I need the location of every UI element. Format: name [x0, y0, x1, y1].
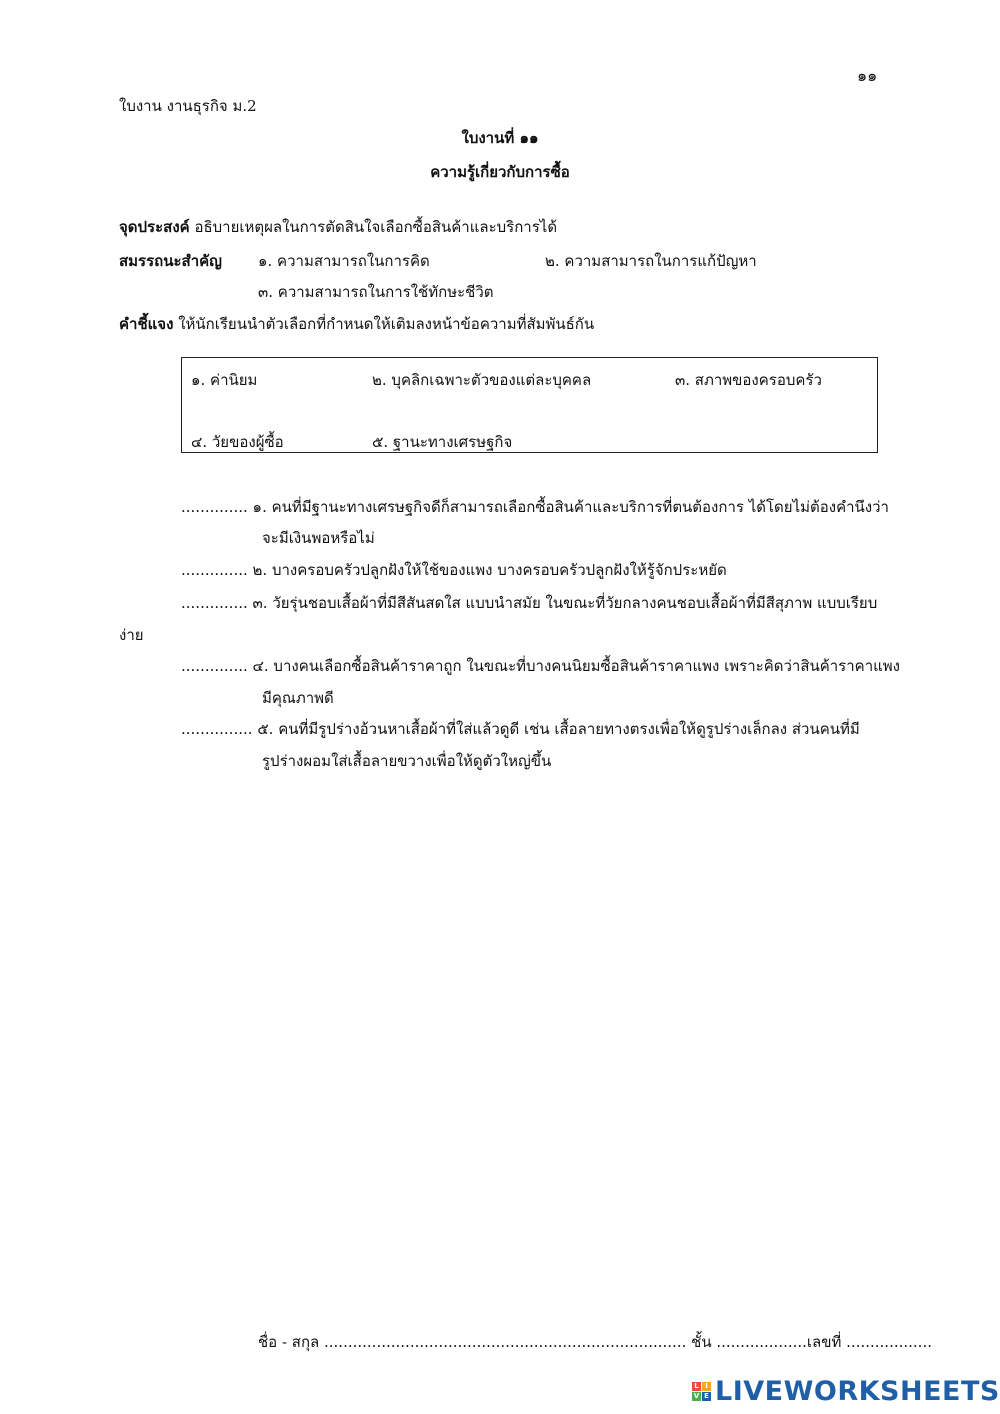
logo-square-e: E	[702, 1392, 711, 1401]
choice-3: ๓. สภาพของครอบครัว	[675, 371, 822, 389]
logo-square-v: V	[693, 1392, 700, 1400]
choice-1: ๑. ค่านิยม	[191, 371, 258, 389]
competency-label: สมรรถนะสำคัญ	[119, 252, 222, 270]
instruction-text: ให้นักเรียนนำตัวเลือกที่กำหนดให้เติมลงหน้าข้อความที่สัมพันธ์กัน	[178, 315, 595, 333]
liveworksheets-logo	[692, 1376, 1000, 1407]
question-2	[181, 558, 727, 582]
page-number: ๑๑	[857, 66, 878, 85]
liveworksheets-logo-text: LIVEWORKSHEETS	[715, 1376, 1000, 1407]
choice-2: ๒. บุคลิกเฉพาะตัวของแต่ละบุคคล	[372, 371, 592, 389]
instruction-label: คำชี้แจง	[119, 315, 174, 333]
competency-item-2: ๒. ความสามารถในการแก้ปัญหา	[545, 252, 757, 270]
choice-5: ๕. ฐานะทางเศรษฐกิจ	[372, 433, 513, 451]
worksheet-subtitle: ความรู้เกี่ยวกับการซื้อ	[430, 163, 570, 181]
objective	[119, 220, 557, 235]
question-1	[181, 495, 889, 519]
answer-blank-4[interactable]: ..............	[181, 657, 248, 675]
question-3	[181, 591, 877, 615]
question-5-line1: ๕. คนที่มีรูปร่างอ้วนหาเสื้อผ้าที่ใส่แล้วดูดี เช่น เสื้อลายทางตรงเพื่อให้ดูรูปร่างเล็กลง ส่วนคนที่มี	[257, 720, 860, 738]
question-3-line1: ๓. วัยรุ่นชอบเสื้อผ้าที่มีสีสันสดใส แบบนำสมัย ในขณะที่วัยกลางคนชอบเสื้อผ้าที่มีสีสุภาพ แบบเรียบ	[252, 594, 878, 612]
objective-label: จุดประสงค์	[119, 218, 190, 236]
liveworksheets-logo-icon	[692, 1382, 711, 1401]
objective-text: อธิบายเหตุผลในการตัดสินใจเลือกซื้อสินค้าและบริการได้	[194, 218, 558, 236]
question-2-line1: ๒. บางครอบครัวปลูกฝังให้ใช้ของแพง บางครอบครัวปลูกฝังให้รู้จักประหยัด	[252, 561, 727, 579]
subject-header: ใบงาน งานธุรกิจ ม.2	[119, 97, 257, 115]
choice-4: ๔. วัยของผู้ซื้อ	[191, 433, 284, 451]
answer-blank-1[interactable]: ..............	[181, 498, 248, 516]
choices-box	[181, 357, 878, 453]
question-1-line1: ๑. คนที่มีฐานะทางเศรษฐกิจดีก็สามารถเลือกซื้อสินค้าและบริการที่ตนต้องการ ได้โดยไม่ต้องคำนึงว่า	[252, 498, 889, 516]
logo-square-l: L	[692, 1382, 701, 1391]
question-4-line1: ๔. บางคนเลือกซื้อสินค้าราคาถูก ในขณะที่บางคนนิยมซื้อสินค้าราคาแพง เพราะคิดว่าสินค้าราคาแพง	[252, 657, 901, 675]
question-5	[181, 717, 860, 741]
logo-square-i: I	[702, 1382, 711, 1391]
answer-blank-3[interactable]: ..............	[181, 594, 248, 612]
instruction	[119, 317, 594, 332]
student-info-line: ชื่อ - สกุล ............................................................................ ชั้น ...................เลขที่ ..................	[258, 1333, 932, 1351]
question-5-line2: รูปร่างผอมใส่เสื้อลายขวางเพื่อให้ดูตัวใหญ่ขึ้น	[262, 752, 552, 770]
worksheet-title: ใบงานที่ ๑๑	[461, 129, 539, 147]
competency-item-1: ๑. ความสามารถในการคิด	[258, 252, 430, 270]
question-3-line2: ง่าย	[119, 626, 144, 644]
competency-item-3: ๓. ความสามารถในการใช้ทักษะชีวิต	[258, 283, 494, 301]
answer-blank-5[interactable]: ...............	[181, 720, 253, 738]
question-4-line2: มีคุณภาพดี	[262, 689, 334, 707]
answer-blank-2[interactable]: ..............	[181, 561, 248, 579]
question-1-line2: จะมีเงินพอหรือไม่	[262, 529, 375, 547]
question-4	[181, 654, 900, 678]
